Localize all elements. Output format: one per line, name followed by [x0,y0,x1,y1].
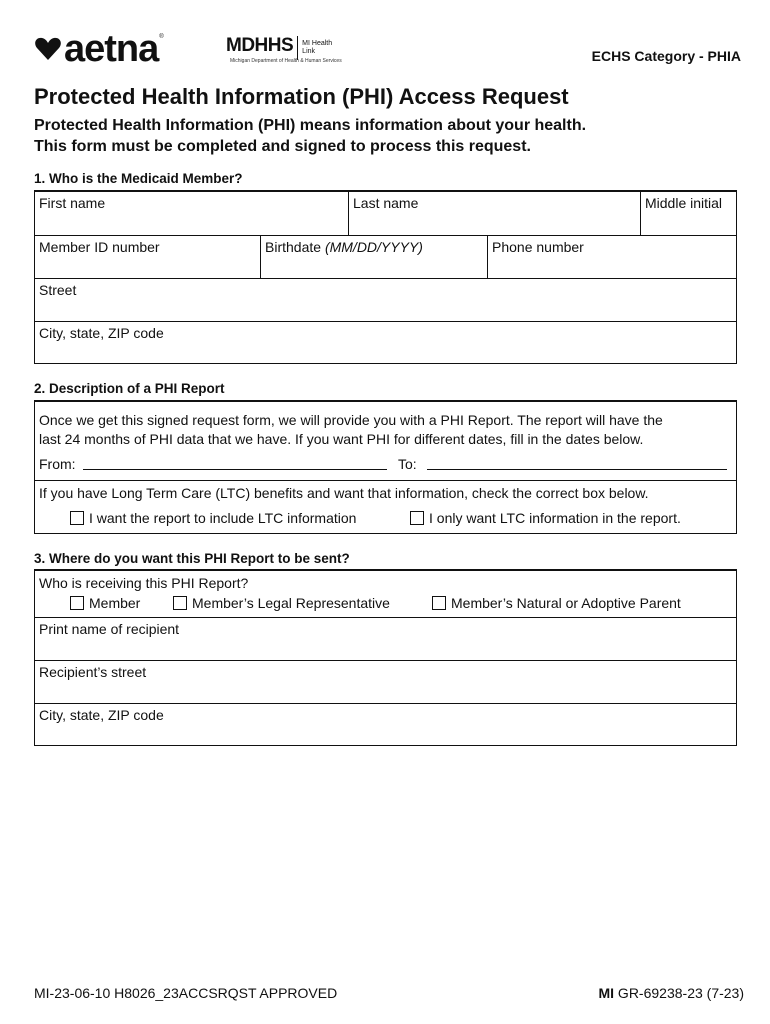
page-subtitle [34,115,586,157]
recipient-street-label: Recipient’s street [39,664,147,680]
to-label: To: [398,456,417,472]
aetna-logo [35,28,164,70]
footer-state: MI [598,985,615,1001]
ltc-only-label: I only want LTC information in the report. [429,510,681,526]
form-category: ECHS Category - PHIA [591,48,741,64]
subtitle-line-2: This form must be completed and signed to process this request. [34,138,531,155]
recipient-city-state-zip-label: City, state, ZIP code [39,707,164,723]
footer-approval-code: MI-23-06-10 H8026_23ACCSRQST APPROVED [34,985,338,1001]
recipient-name-field[interactable] [35,618,736,661]
legal-rep-option-label: Member’s Legal Representative [192,595,390,611]
last-name-label: Last name [353,195,419,211]
last-name-field[interactable] [348,192,640,235]
first-name-field[interactable] [35,192,348,235]
id-row [35,236,736,279]
from-label: From: [39,456,76,472]
heart-icon [35,37,61,61]
ltc-option-only[interactable] [410,510,681,526]
parent-option-label: Member’s Natural or Adoptive Parent [451,595,681,611]
member-option-label: Member [89,595,141,611]
first-name-label: First name [39,195,106,211]
footer-form-code: GR-69238-23 (7-23) [614,985,744,1001]
ltc-include-label: I want the report to include LTC information [89,510,357,526]
description-line-1: Once we get this signed request form, we will provide you with a PHI Report. The report will have the [39,412,663,428]
logo-divider [297,36,298,60]
phone-field[interactable] [487,236,736,278]
recipient-city-state-zip-field[interactable] [35,704,736,746]
section-1-heading: 1. Who is the Medicaid Member? [34,171,243,186]
mdhhs-logo [226,35,342,68]
member-id-label: Member ID number [39,239,160,255]
birthdate-format: (MM/DD/YYYY) [324,239,423,255]
recipient-option-legal-rep[interactable] [173,595,390,611]
from-date-input[interactable] [83,469,387,470]
recipient-option-parent[interactable] [432,595,681,611]
ltc-instructions: If you have Long Term Care (LTC) benefits and want that information, check the correct box below. [39,485,649,501]
recipient-box [34,569,737,746]
legal-rep-checkbox[interactable] [173,596,187,610]
section-2-heading: 2. Description of a PHI Report [34,381,225,396]
to-date-input[interactable] [427,469,727,470]
ltc-option-include[interactable] [70,510,356,526]
recipient-option-member[interactable] [70,595,140,611]
parent-checkbox[interactable] [432,596,446,610]
city-state-zip-label: City, state, ZIP code [39,325,164,341]
mi-health-link-text: MI Health Link [302,40,333,55]
ltc-include-checkbox[interactable] [70,511,84,525]
who-receiving-label: Who is receiving this PHI Report? [39,575,249,591]
birthdate-label-text: Birthdate [265,239,325,255]
mdhhs-tagline: Michigan Department of Health & Human Services [230,58,342,64]
phi-report-box [34,400,737,534]
recipient-street-field[interactable] [35,661,736,704]
member-info-box [34,190,737,364]
section-divider [35,480,736,481]
member-id-field[interactable] [35,236,260,278]
ltc-only-checkbox[interactable] [410,511,424,525]
name-row [35,192,736,236]
phone-label: Phone number [492,239,584,255]
member-checkbox[interactable] [70,596,84,610]
recipient-name-label: Print name of recipient [39,621,180,637]
mdhhs-wordmark: MDHHS [226,35,294,56]
aetna-wordmark: aetna [64,28,159,70]
subtitle-line-1: Protected Health Information (PHI) means information about your health. [34,117,587,134]
recipient-type-row [35,571,736,618]
middle-initial-field[interactable] [640,192,736,235]
street-field[interactable] [35,279,736,322]
middle-initial-label: Middle initial [645,195,723,211]
birthdate-field[interactable] [260,236,487,278]
description-line-2: last 24 months of PHI data that we have. If you want PHI for different dates, fill in the dates below. [39,431,644,447]
section-3-heading: 3. Where do you want this PHI Report to be sent? [34,551,350,566]
footer-form-number [598,985,744,1001]
city-state-zip-field[interactable] [35,322,736,364]
street-label: Street [39,282,77,298]
page-title: Protected Health Information (PHI) Access Request [34,84,569,109]
birthdate-label [265,239,423,255]
trademark-symbol: ® [159,34,164,40]
